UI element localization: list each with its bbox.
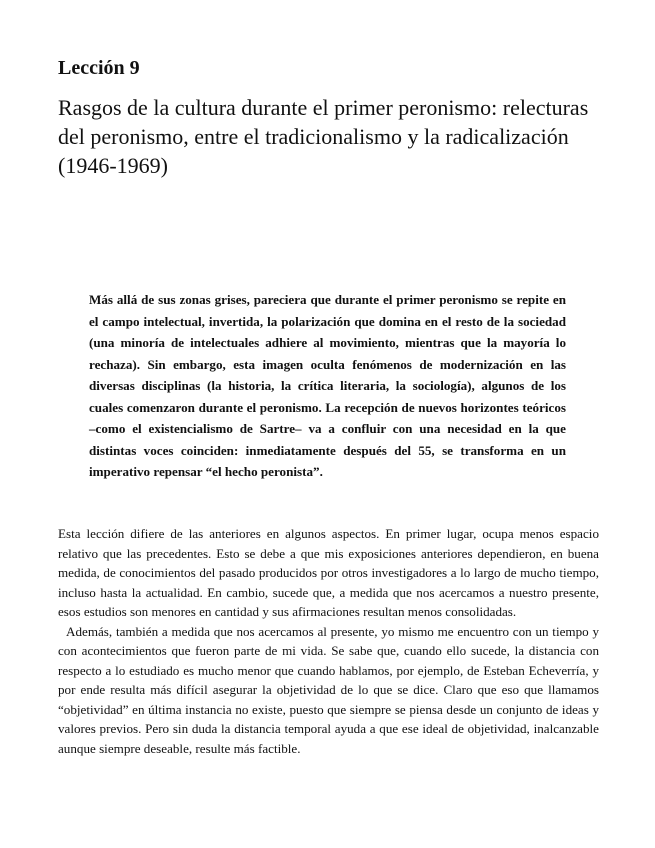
body-paragraph: Esta lección difiere de las anteriores en algunos aspectos. En primer lugar, ocupa menos espacio relativo que las precedentes. Esto se debe a que mis exposiciones anteriores dependieron, en buena medida, de conocimientos del pasado producidos por otros investigadores a lo largo de mucho tiempo, incluso hasta la actualidad. En cambio, sucede que, a medida que nos acercamos a nuestro presente, esos estudios son menores en cantidad y sus afirmaciones resultan menos consolidadas. [58, 526, 599, 619]
body-paragraph: Además, también a medida que nos acercamos al presente, yo mismo me encuentro con un tiempo y con acontecimientos que fueron parte de mi vida. Se sabe que, cuando ello sucede, la distancia con respecto a lo estudiado es mucho menor que cuando hablamos, por ejemplo, de Esteban Echeverría, y por ende resulta más difícil asegurar la objetividad de lo que se dice. Claro que eso que llamamos “objetividad” en última instancia no existe, puesto que siempre se piensa desde un conjunto de ideas y valores previos. Pero sin duda la distancia temporal ayuda a que ese ideal de objetividad, inalcanzable aunque siempre deseable, resulte más factible. [58, 623, 599, 756]
body-text [58, 524, 599, 758]
lesson-number: Lección 9 [58, 57, 140, 79]
lesson-abstract: Más allá de sus zonas grises, pareciera que durante el primer peronismo se repite en el campo intelectual, invertida, la polarización que domina en el resto de la sociedad (una minoría de intelectuales adhiere al movimiento, mientras que la mayoría lo rechaza). Sin embargo, esta imagen oculta fenómenos de modernización en las diversas disciplinas (la historia, la crítica literaria, la sociología), algunos de los cuales comenzaron durante el peronismo. La recepción de nuevos horizontes teóricos –como el existencialismo de Sartre– va a confluir con una necesidad en la que distintas voces coinciden: inmediatamente después del 55, se transforma en un imperativo repensar “el hecho peronista”. [89, 292, 566, 479]
lesson-title: Rasgos de la cultura durante el primer peronismo: relecturas del peronismo, entre el tradicionalismo y la radicalización (1946-1969) [58, 95, 589, 178]
